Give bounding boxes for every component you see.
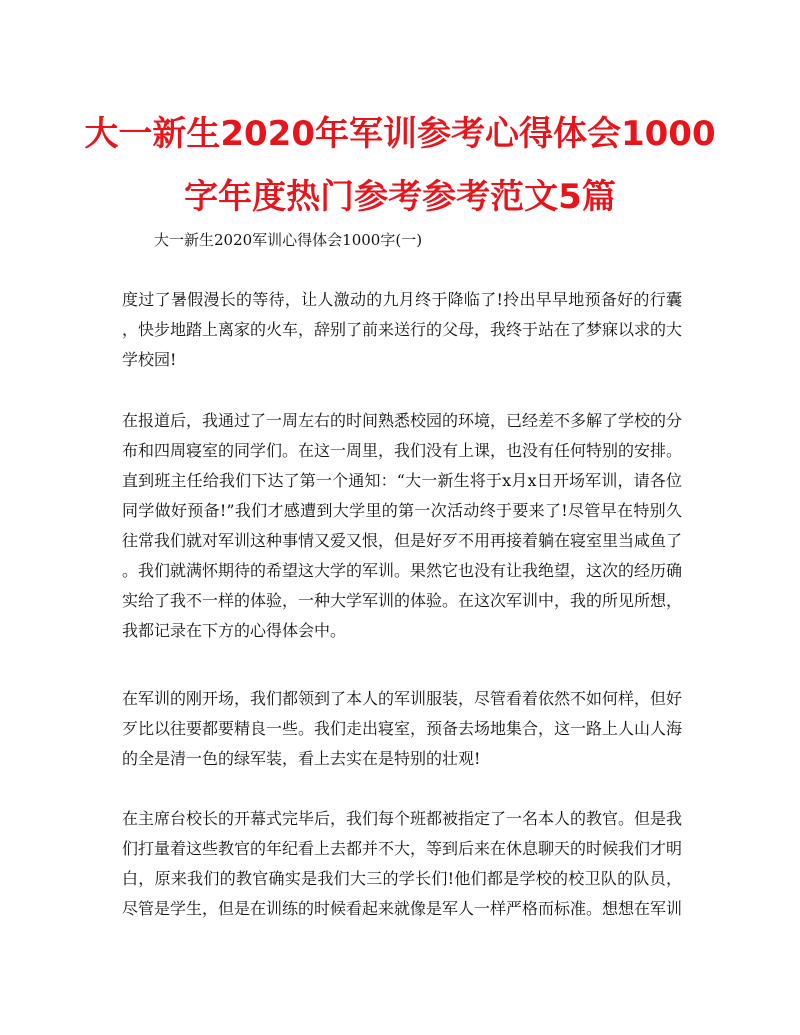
paragraph-line: 直到班主任给我们下达了第一个通知：“大一新生将于x月x日开场军训，请各位 bbox=[122, 471, 682, 490]
paragraph-line: 在军训的刚开场，我们都领到了本人的军训服装，尽管看着依然不如何样，但好 bbox=[122, 689, 683, 708]
paragraph-line: 们打量着这些教官的年纪看上去都并不大，等到后来在休息聊天的时候我们才明 bbox=[122, 839, 683, 858]
paragraph-line: 在报道后，我通过了一周左右的时间熟悉校园的环境，已经差不多解了学校的分 bbox=[122, 411, 683, 430]
paragraph-2 bbox=[122, 406, 682, 646]
paragraph-line: 在主席台校长的开幕式完毕后，我们每个班都被指定了一名本人的教官。但是我 bbox=[122, 809, 683, 828]
document-title-line-2: 字年度热门参考参考范文5篇 bbox=[184, 177, 616, 217]
paragraph-line: 尽管是学生，但是在训练的时候看起来就像是军人一样严格而标准。想想在军训 bbox=[122, 899, 683, 918]
paragraph-line: 往常我们就对军训这种事情又爱又恨，但是好歹不用再接着躺在寝室里当咸鱼了 bbox=[122, 531, 683, 550]
paragraph-line: 白，原来我们的教官确实是我们大三的学长们!他们都是学校的校卫队的队员， bbox=[122, 869, 682, 888]
paragraph-line: 度过了暑假漫长的等待，让人激动的九月终于降临了!拎出早早地预备好的行囊 bbox=[122, 290, 682, 309]
paragraph-4 bbox=[122, 804, 682, 924]
paragraph-3 bbox=[122, 684, 682, 774]
paragraph-line: 歹比以往要都要精良一些。我们走出寝室，预备去场地集合，这一路上人山人海 bbox=[122, 719, 683, 738]
paragraph-line: 布和四周寝室的同学们。在这一周里，我们没有上课，也没有任何特别的安排。 bbox=[122, 441, 683, 460]
paragraph-line: 实给了我不一样的体验，一种大学军训的体验。在这次军训中，我的所见所想， bbox=[122, 591, 683, 610]
paragraph-line: 同学做好预备!”我们才感遭到大学里的第一次活动终于要来了!尽管早在特别久 bbox=[122, 501, 682, 520]
paragraph-1 bbox=[122, 285, 682, 375]
section-subtitle: 大一新生2020军训心得体会1000字(一) bbox=[154, 231, 423, 249]
paragraph-line: ，快步地踏上离家的火车，辞别了前来送行的父母，我终于站在了梦寐以求的大 bbox=[122, 320, 683, 339]
paragraph-line: 学校园! bbox=[122, 350, 177, 369]
paragraph-line: 我都记录在下方的心得体会中。 bbox=[122, 621, 347, 640]
document-title-line-1: 大一新生2020年军训参考心得体会1000 bbox=[84, 114, 716, 154]
paragraph-line: 的全是清一色的绿军装，看上去实在是特别的壮观! bbox=[122, 749, 481, 768]
paragraph-line: 。我们就满怀期待的希望这大学的军训。果然它也没有让我绝望，这次的经历确 bbox=[122, 561, 683, 580]
